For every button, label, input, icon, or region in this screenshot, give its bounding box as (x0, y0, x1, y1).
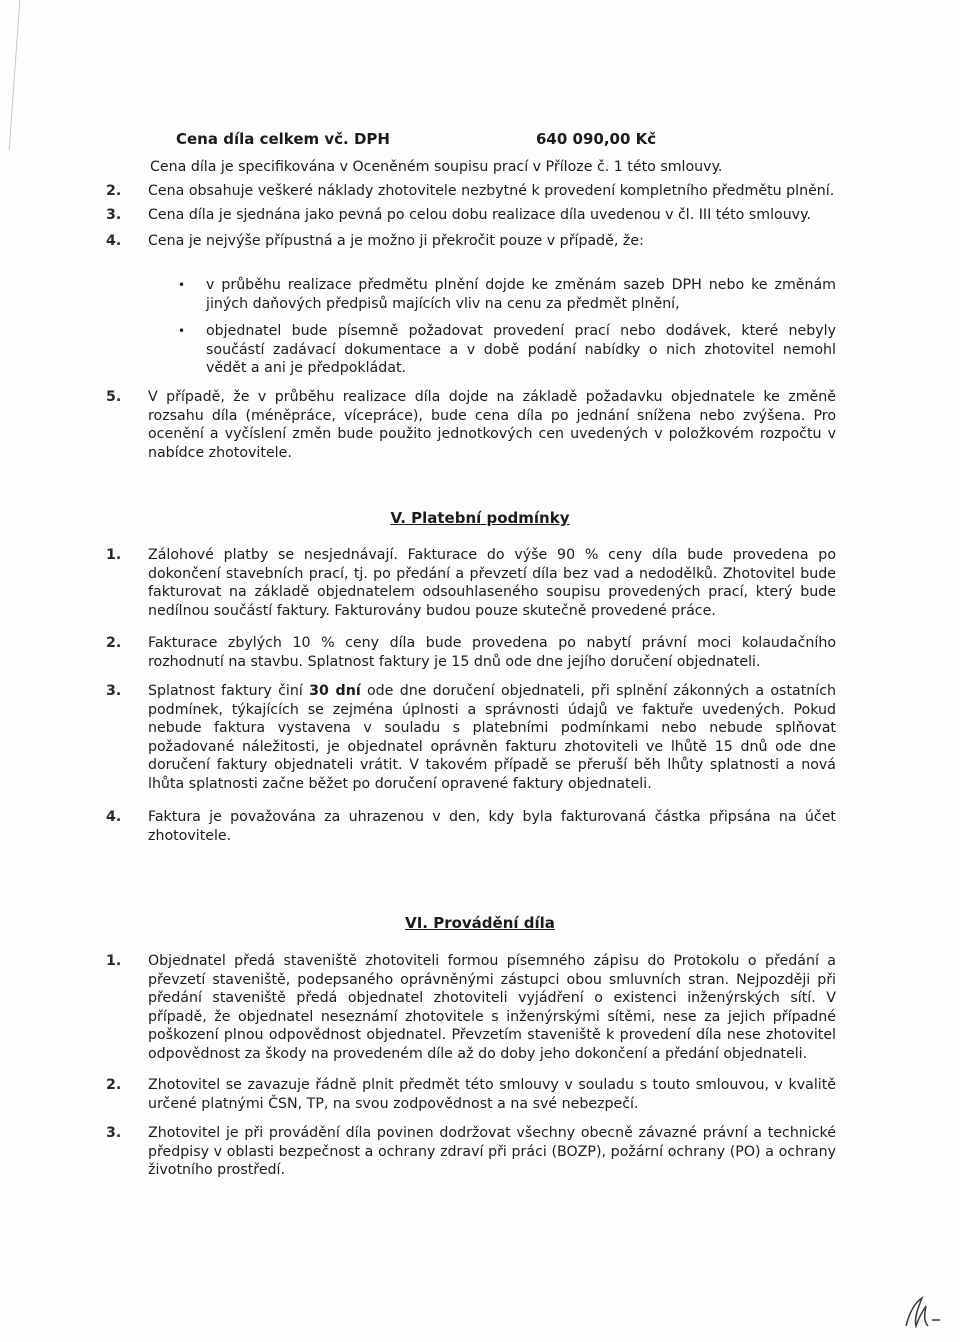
point-text (148, 682, 836, 793)
point-text: Cena obsahuje veškeré náklady zhotovitele nezbytné k provedení kompletního předmětu plnění. (148, 183, 835, 199)
point-text: Cena je nejvýše přípustná a je možno ji překročit pouze v případě, že: (148, 233, 644, 249)
point-text: Zálohové platby se nesjednávají. Fakturace do výše 90 % ceny díla bude provedena po dokončení stavebních prací, tj. po předání a převzetí díla bez vad a nedodělků. Zhotovitel bude fakturovat na základě objednatelem odsouhlaseného soupisu provedených prací, který bude nedílnou součástí faktury. Fakturovány budou pouze skutečně provedené práce. (148, 547, 836, 619)
point-text: Faktura je považována za uhrazenou v den, kdy byla fakturovaná částka připsána na účet zhotovitele. (148, 809, 836, 844)
point-text-part: ode dne doručení objednateli, při splnění zákonných a ostatních podmínek, týkajících se zejména úplnosti a správnosti údajů ve faktuře uvedených. Pokud nebude faktura vystavena v souladu s platebními podmínkami nebo nebude splňovat požadované náležitosti, je objednatel oprávněn fakturu zhotoviteli ve lhůtě 15 dnů ode dne doručení faktury objednateli vrátit. V takovém případě se přeruší běh lhůty splatnosti a nová lhůta splatnosti začne běžet po doručení opravené faktury objednateli. (148, 683, 836, 792)
point-number: 3. (106, 1125, 122, 1141)
point-number: 4. (106, 809, 122, 825)
point-text: Cena díla je sjednána jako pevná po celou dobu realizace díla uvedenou v čl. III této smlouvy. (148, 207, 811, 223)
price-total-value: 640 090,00 Kč (536, 130, 657, 148)
point-number: 3. (106, 207, 122, 223)
bullet-icon: • (178, 324, 186, 338)
signature-icon (900, 1290, 944, 1334)
scan-edge-mark (0, 0, 20, 150)
point-number: 1. (106, 547, 122, 563)
section-heading-payment: V. Platební podmínky (390, 509, 570, 527)
section-heading-execution: VI. Provádění díla (405, 914, 555, 932)
point-number: 2. (106, 183, 122, 199)
point-text: Fakturace zbylých 10 % ceny díla bude provedena po nabytí právní moci kolaudačního rozhodnutí na stavbu. Splatnost faktury je 15 dnů ode dne jejího doručení objednateli. (148, 635, 836, 670)
payment-due-days: 30 dní (309, 683, 361, 699)
bullet-item: objednatel bude písemně požadovat provedení prací nebo dodávek, které nebyly součástí zadávací dokumentace a v době podání nabídky o nich zhotovitel nemohl vědět a ani je předpokládat. (206, 323, 836, 376)
point-number: 2. (106, 635, 122, 651)
point-number: 2. (106, 1077, 122, 1093)
point-text: V případě, že v průběhu realizace díla dojde na základě požadavku objednatele ke změně rozsahu díla (méněpráce, vícepráce), bude cena díla po jednání snížena nebo zvýšena. Pro ocenění a vyčíslení změn bude použito jednotkových cen uvedených v položkovém rozpočtu v nabídce zhotovitele. (148, 389, 836, 461)
point-text: Zhotovitel se zavazuje řádně plnit předmět této smlouvy v souladu s touto smlouvou, v kvalitě určené platnými ČSN, TP, na svou zodpovědnost a na své nebezpečí. (148, 1077, 836, 1112)
point-number: 5. (106, 389, 122, 405)
point-number: 3. (106, 683, 122, 699)
price-total-label: Cena díla celkem vč. DPH (176, 130, 390, 148)
point-number: 4. (106, 233, 122, 249)
point-text: Objednatel předá staveniště zhotoviteli formou písemného zápisu do Protokolu o předání a převzetí staveniště, podepsaného oprávněnými zástupci obou smluvních stran. Nejpozději při předání staveniště předá objednatel zhotoviteli vyjádření o existenci inženýrských sítí. V případě, že objednatel neseznámí zhotovitele s inženýrskými sítěmi, nese za jejich případné poškození plnou odpovědnost objednatel. Převzetím staveniště k provedení díla nese zhotovitel odpovědnost za škody na provedeném díle až do doby jeho dokončení a předání objednateli. (148, 953, 836, 1062)
point-number: 1. (106, 953, 122, 969)
price-note: Cena díla je specifikována v Oceněném soupisu prací v Příloze č. 1 této smlouvy. (150, 159, 723, 175)
point-text: Zhotovitel je při provádění díla povinen dodržovat všechny obecně závazné právní a technické předpisy v oblasti bezpečnost a ochrany zdraví při práci (BOZP), požární ochrany (PO) a ochrany životního prostředí. (148, 1125, 836, 1178)
bullet-item: v průběhu realizace předmětu plnění dojde ke změnám sazeb DPH nebo ke změnám jiných daňových předpisů majících vliv na cenu za předmět plnění, (206, 277, 836, 312)
bullet-icon: • (178, 278, 186, 292)
point-text-part: Splatnost faktury činí (148, 683, 310, 699)
